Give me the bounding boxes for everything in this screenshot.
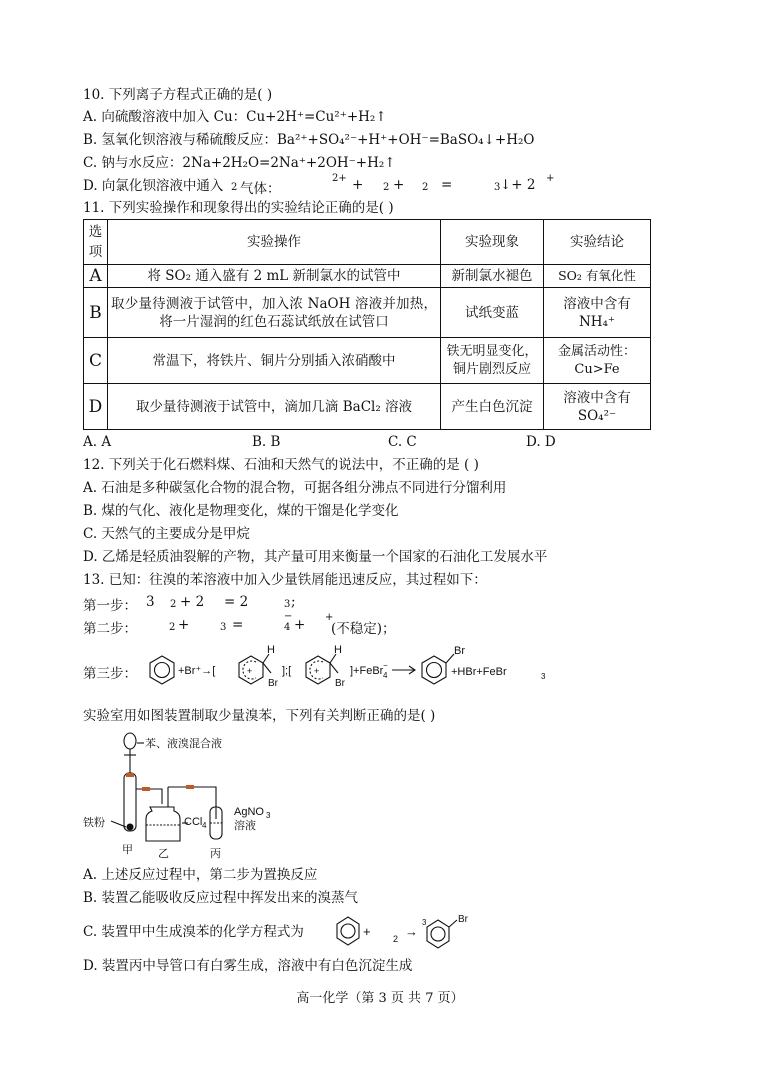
- apparatus-label: 铁粉: [83, 817, 105, 829]
- page-footer: 高一化学（第 3 页 共 7 页）: [296, 991, 464, 1006]
- rubber-joint: [142, 787, 150, 791]
- iron-powder: [127, 824, 133, 830]
- c-eq-frag: 2: [393, 934, 399, 944]
- q13-step2-frag: 3: [220, 622, 227, 633]
- apparatus-label: 丙: [210, 848, 221, 860]
- q10-option-d: [83, 177, 223, 195]
- q13-step2-frag: =: [232, 617, 244, 633]
- q12-option-b: B. 煤的气化、液化是物理变化，煤的干馏是化学变化: [83, 503, 399, 519]
- row-conclusion: 溶液中含有 NH₄⁺: [544, 288, 651, 338]
- apparatus-label: 3: [266, 811, 271, 820]
- stopper: [126, 773, 134, 777]
- q11-stem: 11. 下列实验操作和现象得出的实验结论正确的是( ): [83, 200, 394, 216]
- q13-step2-frag: +: [325, 612, 334, 623]
- q10-option-c: C. 钠与水反应：2Na+2H₂O=2Na⁺+2OH⁻+H₂↑: [83, 155, 396, 171]
- bond-line: [263, 663, 271, 673]
- row-label: B: [84, 288, 108, 338]
- row-operation: 取少量待测液于试管中，滴加几滴 BaCl₂ 溶液: [108, 384, 441, 430]
- step3-text: ];[: [282, 665, 292, 677]
- apparatus-label: 4: [202, 821, 207, 830]
- benzene-circle: [341, 924, 355, 938]
- q13-step1-frag: ;: [291, 594, 296, 610]
- row-conclusion: 溶液中含有 SO₄²⁻: [544, 384, 651, 430]
- q13-option-d: D. 装置丙中导管口有白雾生成，溶液中有白色沉淀生成: [83, 958, 413, 974]
- q13-step2-frag: 2: [169, 622, 176, 633]
- q13-c-equation: [330, 912, 490, 952]
- c-eq-frag: Br: [458, 914, 468, 925]
- col-header-operation: 实验操作: [108, 220, 441, 265]
- step3-text: +Br⁺→[: [178, 665, 216, 677]
- bond-line: [330, 663, 338, 673]
- benzene-ring: [337, 917, 359, 945]
- q13-step2-frag: 4: [284, 622, 291, 633]
- benzene-circle: [427, 663, 442, 678]
- q11-option-b: B. B: [252, 434, 281, 450]
- row-phenomenon: 新制氯水褪色: [441, 265, 544, 288]
- q10-option-b: B. 氢氧化钡溶液与稀硫酸反应：Ba²⁺+SO₄²⁻+H⁺+OH⁻=BaSO₄↓+H₂O: [83, 132, 535, 148]
- row-label: D: [84, 384, 108, 430]
- step3-text: ]+FeBr: [350, 665, 384, 677]
- q12-option-d: D. 乙烯是轻质油裂解的产物，其产量可用来衡量一个国家的石油化工发展水平: [83, 549, 548, 565]
- step3-text: Br: [335, 678, 345, 689]
- q10-d-frag: 2: [422, 182, 429, 193]
- row-operation: 取少量待测液于试管中，加入浓 NaOH 溶液并加热，将一片湿润的红色石蕊试纸放在试管口: [108, 288, 441, 338]
- row-conclusion: 金属活动性：Cu>Fe: [544, 338, 651, 384]
- q13-step2-frag: +: [178, 617, 190, 633]
- step3-text: 3: [541, 672, 546, 681]
- q13-option-b: B. 装置乙能吸收反应过程中挥发出来的溴蒸气: [83, 890, 359, 906]
- q10-d-frag: ↓+ 2: [500, 177, 536, 193]
- bond-line: [449, 920, 457, 927]
- q10-d-frag: 2: [231, 182, 238, 193]
- row-label: A: [84, 265, 108, 288]
- bottle-yi: [146, 807, 180, 841]
- row-phenomenon: 产生白色沉淀: [441, 384, 544, 430]
- col-header-phenomenon: 实验现象: [441, 220, 544, 265]
- apparatus-label: 苯、液溴混合液: [145, 738, 222, 750]
- q13-step1-frag: + 2: [180, 594, 205, 610]
- step3-text: Br: [454, 645, 465, 657]
- step3-text: −: [383, 661, 388, 670]
- col-header-conclusion: 实验结论: [544, 220, 651, 265]
- q13-option-a: A. 上述反应过程中，第二步为置换反应: [83, 867, 318, 883]
- bromobenzene-ring: [422, 656, 446, 684]
- q13-step1-frag: 3: [146, 594, 155, 610]
- q11-option-c: C. C: [388, 434, 417, 450]
- connecting-tube: [168, 787, 216, 819]
- q10-d-frag: +: [352, 177, 364, 193]
- step3-text: +HBr+FeBr: [451, 666, 507, 678]
- q10-d-frag: 3: [494, 182, 501, 193]
- c-eq-frag: +: [363, 924, 371, 939]
- q13-stem: 13. 已知：往溴的苯溶液中加入少量铁屑能迅速反应，其过程如下：: [83, 572, 487, 588]
- q11-option-a: A. A: [83, 434, 112, 450]
- q13-step2-frag: −: [284, 611, 293, 622]
- step3-text: +: [247, 666, 253, 676]
- q12-option-a: A. 石油是多种碳氢化合物的混合物，可据各组分沸点不同进行分馏利用: [83, 480, 507, 496]
- step3-text: H: [334, 644, 342, 656]
- row-conclusion: SO₂ 有氧化性: [544, 265, 651, 288]
- row-operation: 将 SO₂ 通入盛有 2 mL 新制氯水的试管中: [108, 265, 441, 288]
- q10-option-a: A. 向硫酸溶液中加入 Cu：Cu+2H⁺=Cu²⁺+H₂↑: [83, 109, 387, 125]
- benzene-circle: [155, 663, 170, 678]
- q11-option-d: D. D: [526, 434, 556, 450]
- table-header-row: [84, 220, 651, 265]
- q10-stem: 10. 下列离子方程式正确的是( ): [83, 87, 273, 103]
- q10-d-frag: =: [441, 177, 453, 193]
- q13-step1-frag: 2: [170, 599, 177, 610]
- q13-step2-label: 第二步：: [83, 621, 137, 637]
- q13-option-c: C. 装置甲中生成溴苯的化学方程式为: [83, 924, 304, 940]
- step3-text: 4: [383, 671, 388, 680]
- rubber-joint: [186, 785, 194, 789]
- table-row: [84, 384, 651, 430]
- connecting-tube: [136, 789, 162, 804]
- q10-d-text: D. 向氯化钡溶液中通入: [83, 178, 224, 194]
- table-row: [84, 265, 651, 288]
- c-eq-frag: →: [405, 924, 418, 939]
- row-phenomenon: 铁无明显变化，铜片剧烈反应: [441, 338, 544, 384]
- q13-step1-label: 第一步：: [83, 598, 137, 614]
- test-tube-jia: [124, 773, 136, 831]
- q13-step2-frag: +: [294, 617, 306, 633]
- step3-text: Br: [268, 678, 278, 689]
- q10-d-frag: +: [393, 177, 405, 193]
- row-operation: 常温下，将铁片、铜片分别插入浓硝酸中: [108, 338, 441, 384]
- q13-step3-label: 第三步：: [83, 666, 137, 682]
- col-header-option: 选项: [84, 220, 108, 265]
- apparatus-label: 溶液: [234, 820, 256, 832]
- apparatus-label: 乙: [158, 848, 169, 860]
- c-eq-frag: 3: [422, 918, 427, 927]
- q13-lab-stem: 实验室用如图装置制取少量溴苯，下列有关判断正确的是( ): [83, 708, 436, 724]
- q13-step2-frag: (不稳定)；: [331, 621, 396, 637]
- table-row: [84, 338, 651, 384]
- q10-d-frag: 2+: [332, 173, 347, 184]
- step3-text: H: [267, 644, 275, 656]
- q10-d-gas: 气体：: [240, 181, 281, 197]
- separatory-funnel: [124, 733, 136, 749]
- row-phenomenon: 试纸变蓝: [441, 288, 544, 338]
- apparatus-label: 甲: [122, 844, 133, 856]
- apparatus-label: CCl: [184, 816, 203, 828]
- bromobenzene-ring: [427, 920, 449, 948]
- experiment-table: [83, 219, 651, 430]
- row-label: C: [84, 338, 108, 384]
- apparatus-diagram: [82, 729, 282, 861]
- q13-step1-frag: = 2: [224, 594, 249, 610]
- q12-option-c: C. 天然气的主要成分是甲烷: [83, 526, 250, 542]
- benzene-ring: [150, 656, 174, 684]
- q10-d-frag: 2: [383, 182, 390, 193]
- benzene-circle: [431, 927, 445, 941]
- step3-reaction-diagram: [140, 644, 560, 694]
- q10-d-frag: +: [546, 173, 555, 184]
- q13-step1-frag: 3: [284, 599, 291, 610]
- table-row: [84, 288, 651, 338]
- q12-stem: 12. 下列关于化石燃料煤、石油和天然气的说法中，不正确的是 ( ): [83, 457, 479, 473]
- apparatus-label: AgNO: [234, 806, 264, 818]
- bond-line: [446, 654, 454, 663]
- step3-text: +: [314, 666, 320, 676]
